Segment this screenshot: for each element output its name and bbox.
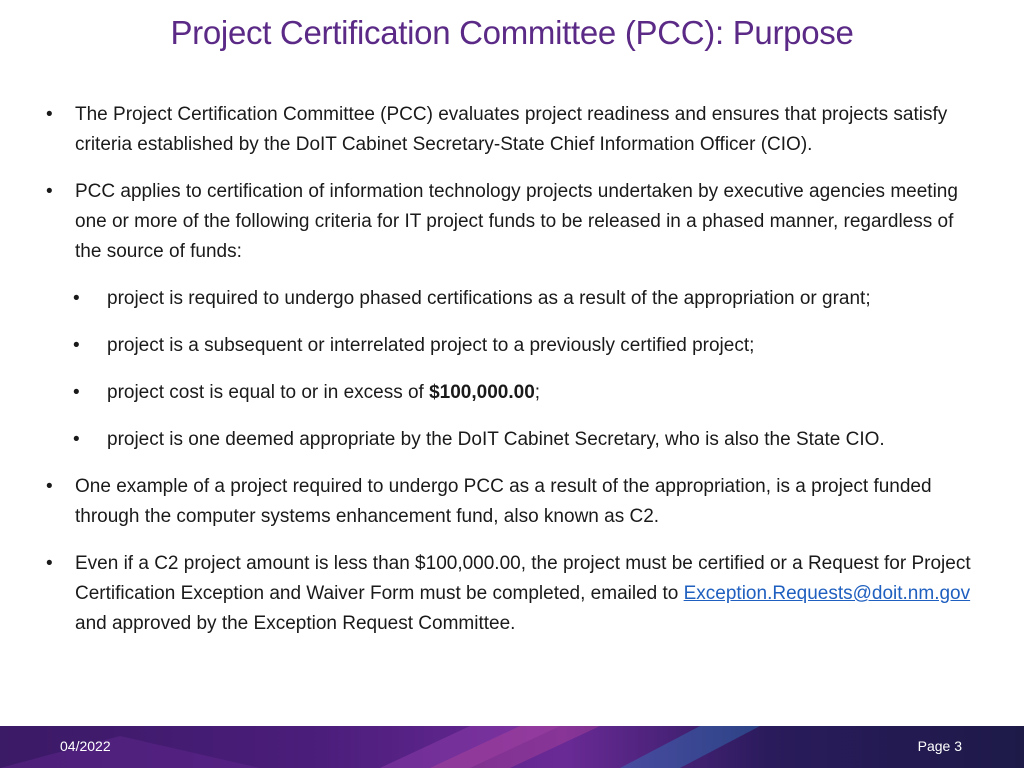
sub-bullet-subsequent: • project is a subsequent or interrelated project to a previously certified project; (44, 331, 974, 361)
sub-bullet-cost-text: project cost is equal to or in excess of (107, 382, 430, 403)
exception-suffix: and approved by the Exception Request Committee. (75, 613, 516, 634)
sub-bullet-cost-suffix: ; (534, 382, 541, 403)
exception-email-link[interactable]: Exception.Requests@doit.nm.gov (683, 583, 971, 604)
sub-bullet-deemed: • project is one deemed appropriate by the DoIT Cabinet Secretary, who is also the State CIO. (44, 425, 974, 455)
bullet-c2-example: • One example of a project required to undergo PCC as a result of the appropriation, is a project funded through the computer systems enhancement fund, also known as C2. (44, 472, 974, 532)
bullet-exception (44, 549, 974, 639)
bullet-pcc-evaluates: • The Project Certification Committee (PCC) evaluates project readiness and ensures that projects satisfy criteria established by the DoIT Cabinet Secretary-State Chief Information Officer (CIO). (44, 100, 974, 160)
footer-date: 04/2022 (60, 738, 111, 754)
footer-bar (0, 726, 1024, 768)
slide-title: Project Certification Committee (PCC): Purpose (170, 14, 854, 51)
sub-bullet-phased: • project is required to undergo phased certifications as a result of the appropriation or grant; (44, 284, 974, 314)
bullet-pcc-applies: • PCC applies to certification of information technology projects undertaken by executive agencies meeting one or more of the following criteria for IT project funds to be released in a phased manner, regardless of the source of funds: (44, 177, 974, 267)
slide-body (44, 100, 974, 656)
footer-decoration (0, 726, 1024, 768)
sub-bullet-cost (44, 378, 974, 408)
cost-threshold: $100,000.00 (429, 382, 535, 403)
footer-page-number: Page 3 (917, 738, 962, 754)
exception-text: Even if a C2 project amount is less than $100,000.00, the project must be certified or a Request for Project Certification Exception and Waiver Form must be completed, emailed to (75, 553, 971, 604)
